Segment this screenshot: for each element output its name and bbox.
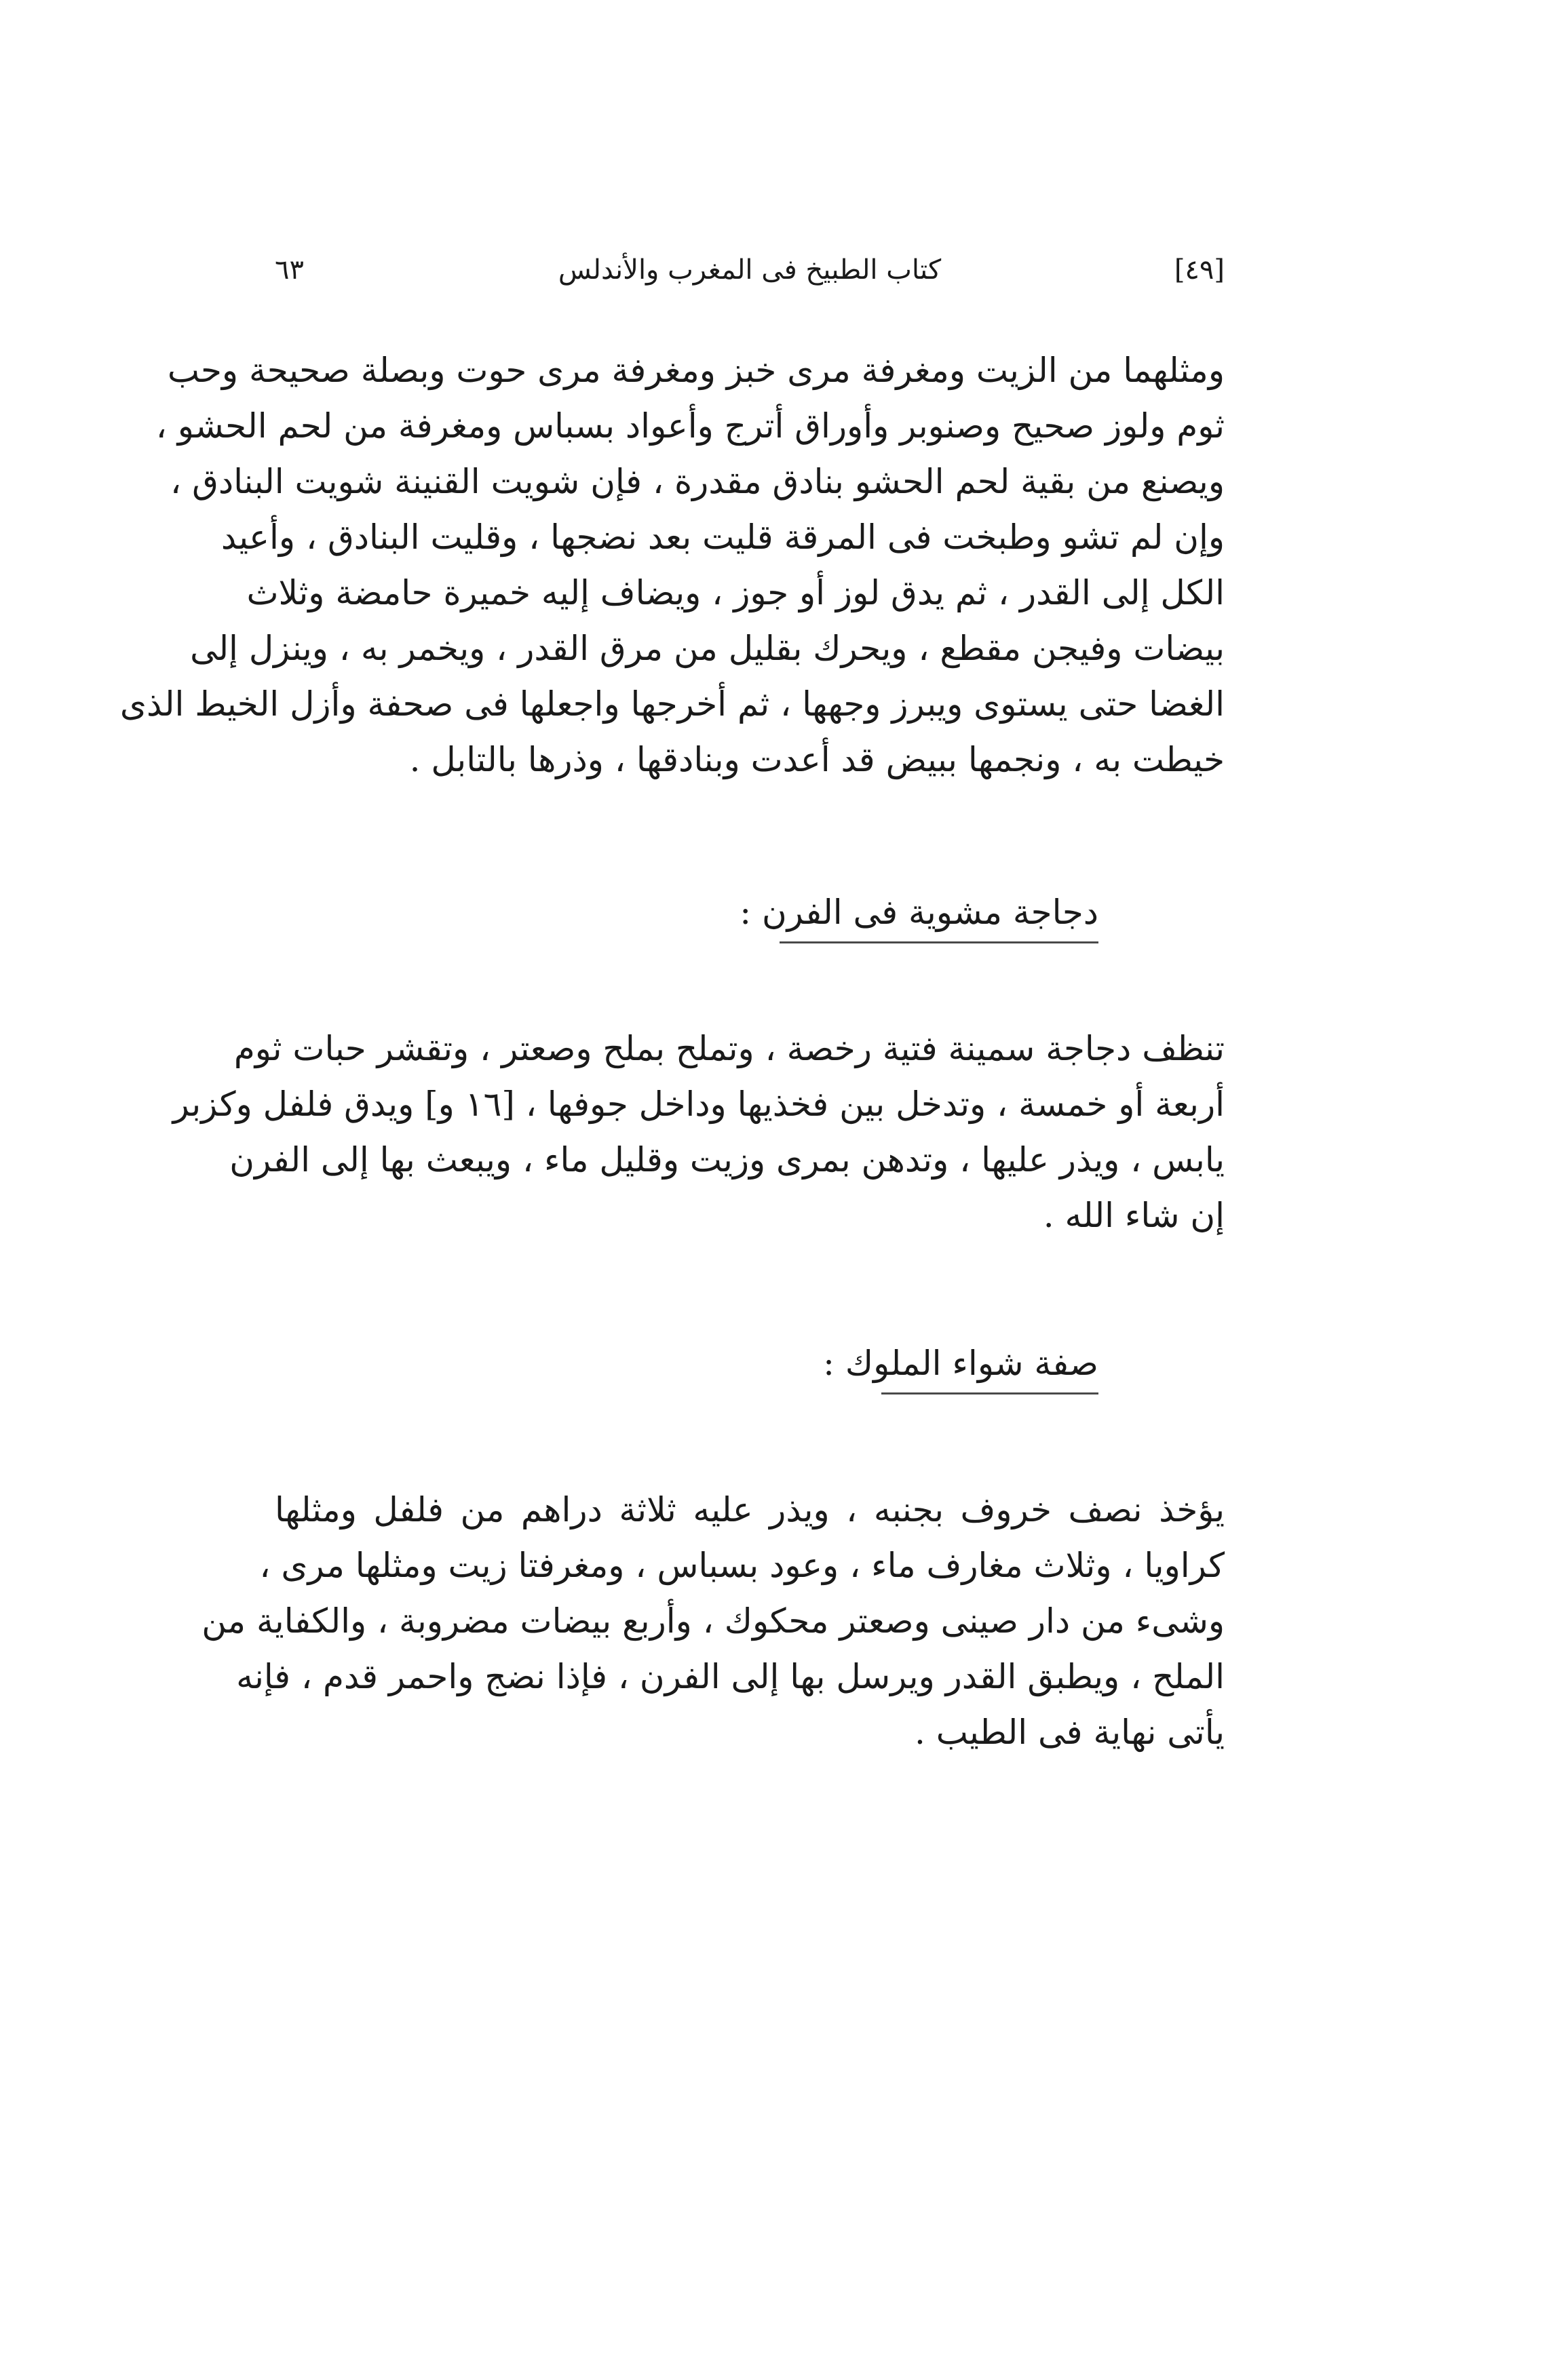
book-title: كتاب الطبيخ فى المغرب والأندلس [558, 254, 942, 286]
text-line: ثوم ولوز صحيح وصنوبر وأوراق أترج وأعواد بسباس ومغرفة من لحم الحشو ، [155, 406, 1225, 446]
text-line: بيضات وفيجن مقطع ، ويحرك بقليل من مرق القدر ، ويخمر به ، وينزل إلى [190, 629, 1225, 668]
text-line: الملح ، ويطبق القدر ويرسل بها إلى الفرن ، فإذا نضج واحمر قدم ، فإنه [236, 1657, 1225, 1696]
text-line: يأتى نهاية فى الطيب . [914, 1713, 1225, 1752]
text-line: الغضا حتى يستوى ويبرز وجهها ، ثم أخرجها واجعلها فى صحفة وأزل الخيط الذى [119, 684, 1225, 724]
recipe-paragraph-kings-roast [202, 1482, 1225, 1760]
text-line: إن شاء الله . [1043, 1196, 1225, 1235]
text-line: ومثلهما من الزيت ومغرفة مرى خبز ومغرفة مرى حوت وبصلة صحيحة وحب [167, 351, 1225, 390]
page-number: ٦٣ [275, 254, 304, 286]
text-line: كراويا ، وثلاث مغارف ماء ، وعود بسباس ، ومغرفتا زيت ومثلها مرى ، [259, 1546, 1225, 1585]
recipe-heading-kings-roast: صفة شواء الملوك : [881, 1340, 1098, 1394]
text-line: تنظف دجاجة سمينة فتية رخصة ، وتملح بملح وصعتر ، وتقشر حبات ثوم [233, 1029, 1225, 1068]
text-line: خيطت به ، ونجمها ببيض قد أعدت وبنادقها ، وذرها بالتابل . [409, 740, 1225, 779]
text-line: الكل إلى القدر ، ثم يدق لوز أو جوز ، ويضاف إليه خميرة حامضة وثلاث [246, 573, 1225, 612]
text-line: وإن لم تشو وطبخت فى المرقة قليت بعد نضجها ، وقليت البنادق ، وأعيد [221, 518, 1225, 557]
text-line: أربعة أو خمسة ، وتدخل بين فخذيها وداخل جوفها ، [١٦ و] ويدق فلفل وكزبر [172, 1085, 1225, 1124]
running-head [275, 250, 1225, 290]
recipe-heading-roast-chicken: دجاجة مشوية فى الفرن : [780, 889, 1098, 943]
text-line: يؤخذ نصف خروف بجنبه ، ويذر عليه ثلاثة دراهم من فلفل ومثلها [275, 1490, 1225, 1529]
text-line: يابس ، ويذر عليها ، وتدهن بمرى وزيت وقليل ماء ، ويبعث بها إلى الفرن [229, 1140, 1225, 1179]
continued-paragraph [119, 343, 1225, 787]
section-number: [٤٩] [1174, 254, 1225, 286]
text-line: ويصنع من بقية لحم الحشو بنادق مقدرة ، فإن شويت القنينة شويت البنادق ، [170, 462, 1225, 501]
text-line: وشىء من دار صينى وصعتر محكوك ، وأربع بيضات مضروبة ، والكفاية من [202, 1601, 1225, 1641]
recipe-paragraph-roast-chicken [172, 1021, 1225, 1243]
